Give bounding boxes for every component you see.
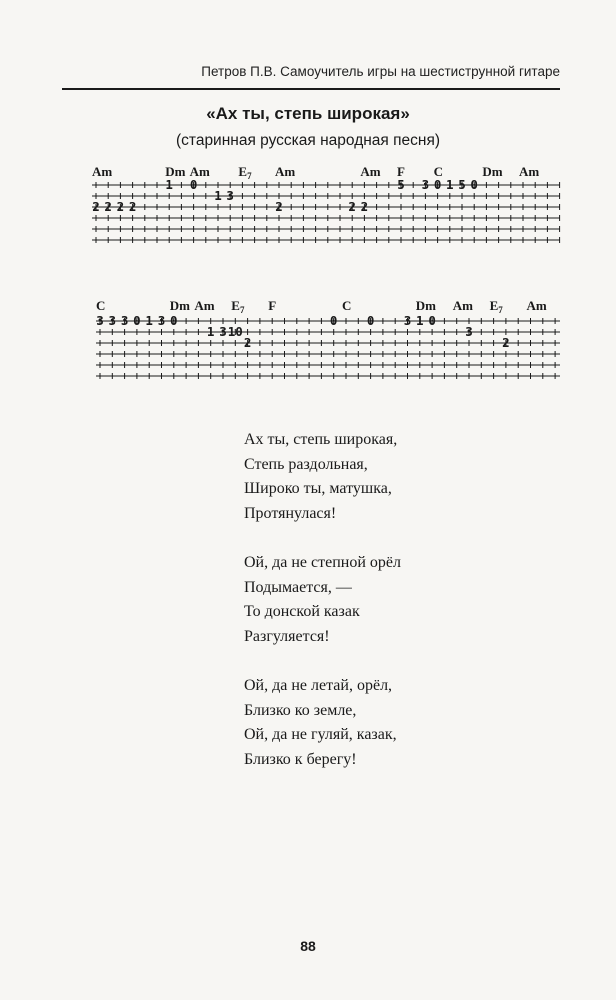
tab-chord-label: F: [268, 298, 277, 313]
lyric-line: Ой, да не гуляй, казак,: [244, 726, 397, 743]
lyric-line: То донской казак: [244, 603, 360, 620]
tab-chord-label: $E_7$: [238, 164, 252, 181]
tab-chord-label: Am: [189, 164, 210, 179]
tab-staff-2: [0, 0, 616, 400]
tab-fret-number: 1: [206, 324, 215, 339]
tab-fret-number: 2: [275, 199, 283, 214]
tab-fret-number: 3: [421, 177, 430, 192]
tab-fret-number: 1: [214, 188, 222, 203]
page-number: 88: [300, 938, 316, 954]
tab-fret-number: 3: [96, 313, 104, 328]
tab-fret-number: 3: [157, 313, 166, 328]
tab-chord-label: Am: [519, 164, 540, 179]
lyrics: [244, 428, 564, 797]
tab-fret-number: 0: [170, 313, 178, 328]
lyric-line: Подымается, —: [244, 578, 352, 596]
tab-chord-label: Dm: [482, 164, 503, 179]
lyric-line: Степь раздольная,: [244, 455, 368, 473]
lyric-line: Близко ко земле,: [244, 701, 357, 719]
tab-chord-label: F: [397, 164, 405, 179]
tab-chord-label: Am: [92, 164, 113, 179]
tab-fret-number: 3: [120, 313, 129, 328]
tab-fret-number: 2: [104, 199, 112, 214]
tab-fret-number: 1: [416, 313, 424, 328]
tab-chord-label: $E_7$: [489, 298, 503, 315]
tab-chord-label: Am: [360, 164, 381, 179]
lyrics-stanza-3: [244, 674, 564, 772]
lyric-line: Разгуляется!: [244, 627, 330, 645]
tab-chord-label: C: [433, 164, 443, 179]
tab-fret-number: 0: [470, 177, 478, 192]
tab-fret-number: 0: [433, 177, 442, 192]
tab-fret-number: 1: [165, 177, 173, 192]
tab-chord-label: Am: [275, 164, 296, 179]
tab-fret-number: 0: [133, 313, 141, 328]
tab-fret-number: 1: [446, 177, 454, 192]
lyric-line: Ой, да не степной орёл: [244, 554, 401, 571]
tab-chord-label: Am: [526, 298, 547, 313]
lyrics-stanza-2: [244, 551, 564, 649]
lyric-line: Ой, да не летай, орёл,: [244, 677, 393, 694]
lyric-line: Протянулася!: [244, 504, 337, 522]
tab-fret-number: 3: [219, 324, 227, 339]
tab-chord-label: $E_7$: [231, 298, 245, 315]
tab-fret-number: 2: [116, 199, 125, 214]
tab-fret-number: 2: [92, 199, 100, 214]
tab-chord-label: Dm: [165, 164, 186, 179]
tab-fret-number: 0: [189, 177, 198, 192]
tab-fret-number: 0: [329, 313, 338, 328]
tab-fret-number: 3: [465, 324, 473, 339]
lyric-line: Широко ты, матушка,: [244, 480, 392, 497]
tab-fret-number: 5: [397, 177, 405, 192]
tab-fret-number: 10: [227, 324, 243, 339]
tab-chord-label: Dm: [415, 298, 437, 313]
song-title: «Ах ты, степь широкая»: [206, 104, 410, 123]
tab-chord-label: Am: [194, 298, 215, 313]
tab-fret-number: 2: [348, 199, 356, 214]
lyric-line: Ах ты, степь широкая,: [244, 431, 398, 448]
tab-fret-number: 3: [226, 188, 234, 203]
tab-fret-number: 5: [458, 177, 466, 192]
tab-fret-number: 1: [145, 313, 153, 328]
tab-fret-number: 3: [403, 313, 412, 328]
song-subtitle: (старинная русская народная песня): [175, 132, 441, 149]
tab-fret-number: 2: [502, 335, 510, 350]
tab-fret-number: 2: [243, 335, 252, 350]
running-header: Петров П.В. Самоучитель игры на шестиструнной гитаре: [201, 64, 560, 79]
tab-fret-number: 2: [360, 199, 369, 214]
tab-chord-label: C: [96, 298, 106, 313]
tab-fret-number: 0: [428, 313, 436, 328]
tab-fret-number: 0: [366, 313, 375, 328]
tab-chord-label: Am: [452, 298, 473, 313]
tab-fret-number: 3: [108, 313, 117, 328]
tab-chord-label: Dm: [169, 298, 191, 313]
lyrics-stanza-1: [244, 428, 564, 526]
lyric-line: Близко к берегу!: [244, 750, 357, 768]
tab-chord-label: C: [342, 298, 352, 313]
tab-fret-number: 2: [128, 199, 137, 214]
